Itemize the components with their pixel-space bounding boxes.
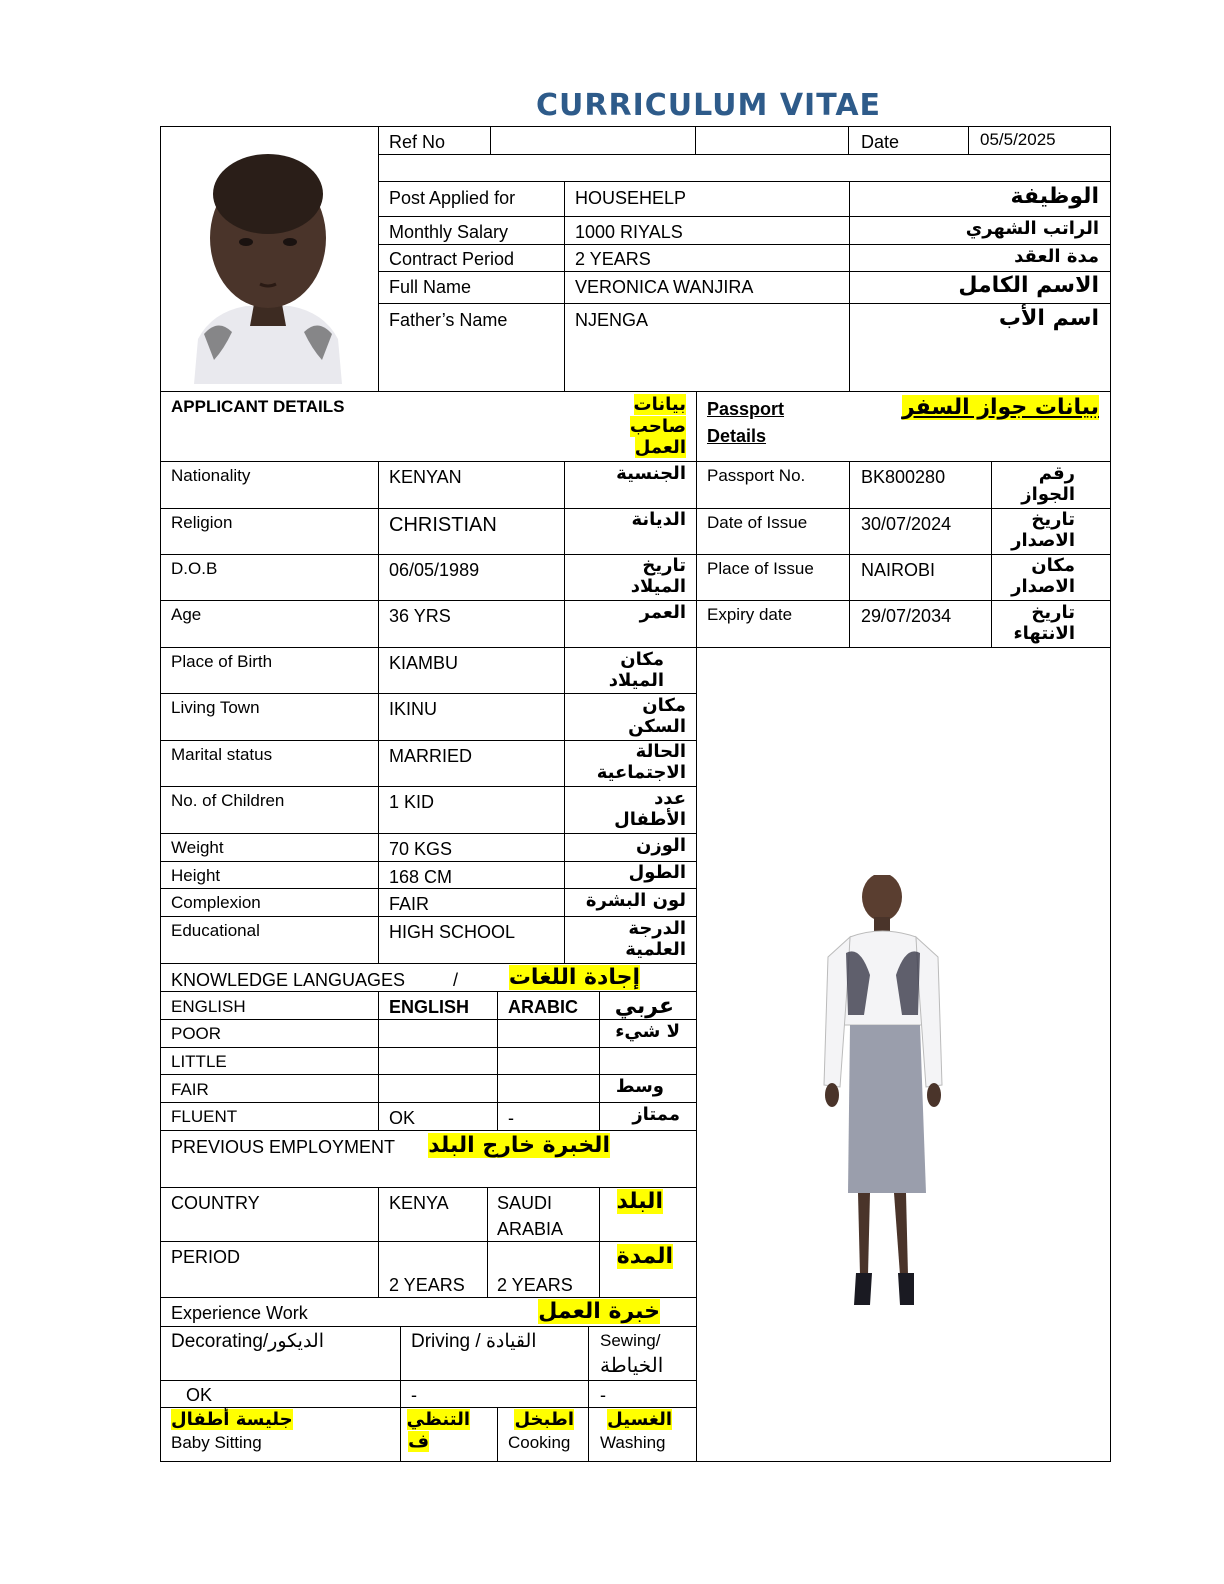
lang-row-fluent-ar: ممتاز xyxy=(632,1104,680,1125)
applicant-details-header-ar: بيانات صاحب العمل xyxy=(629,394,686,459)
salary-label: Monthly Salary xyxy=(389,222,509,242)
period-label: PERIOD xyxy=(171,1247,241,1267)
full-name-value: VERONICA WANJIRA xyxy=(575,277,754,297)
languages-header-ar: إجادة اللغات xyxy=(508,965,640,990)
decorating-label: Decorating/الديكور xyxy=(171,1331,324,1352)
country-1-value: KENYA xyxy=(389,1193,449,1213)
washing-label-ar: الغسيل xyxy=(607,1409,672,1430)
age-label-ar: العمر xyxy=(639,602,686,623)
place-of-issue-label-ar: مكان الاصدار xyxy=(1011,555,1075,597)
age-label: Age xyxy=(171,605,202,624)
educational-label: Educational xyxy=(171,921,260,940)
dob-label: D.O.B xyxy=(171,559,218,578)
full-name-label-ar: الاسم الكامل xyxy=(958,273,1099,298)
religion-value: CHRISTIAN xyxy=(389,514,497,536)
living-town-label-ar: مكان السكن xyxy=(628,695,686,737)
weight-label: Weight xyxy=(171,838,224,857)
applicant-details-header: APPLICANT DETAILS xyxy=(171,397,345,416)
dob-label-ar: تاريخ الميلاد xyxy=(630,555,686,597)
children-label-ar: عدد الأطفال xyxy=(614,788,686,830)
salary-value: 1000 RIYALS xyxy=(575,222,683,242)
contract-label: Contract Period xyxy=(389,249,515,269)
driving-value: - xyxy=(411,1385,417,1405)
driving-label: Driving / القيادة xyxy=(411,1331,537,1352)
marital-status-label: Marital status xyxy=(171,745,273,764)
ref-no-label: Ref No xyxy=(389,132,446,152)
salary-label-ar: الراتب الشهري xyxy=(965,218,1099,239)
father-name-label: Father’s Name xyxy=(389,310,508,330)
weight-value: 70 KGS xyxy=(389,839,453,859)
complexion-value: FAIR xyxy=(389,894,430,914)
sewing-value: - xyxy=(600,1385,606,1405)
country-2-value-line2: ARABIA xyxy=(497,1219,564,1239)
cleaning-label-ar-2: ف xyxy=(408,1431,429,1452)
marital-status-label-ar: الحالة الاجتماعية xyxy=(596,741,686,783)
lang-row-fair-label: FAIR xyxy=(171,1080,209,1099)
living-town-label: Living Town xyxy=(171,698,260,717)
lang-row-poor-label: POOR xyxy=(171,1024,222,1043)
lang-fluent-arabic-value: - xyxy=(508,1108,514,1128)
full-name-label: Full Name xyxy=(389,277,472,297)
weight-label-ar: الوزن xyxy=(636,835,686,856)
complexion-label-ar: لون البشرة xyxy=(585,890,686,911)
religion-label-ar: الديانة xyxy=(631,509,686,530)
period-1-value: 2 YEARS xyxy=(389,1275,465,1295)
lang-col-arabic-header: ARABIC xyxy=(508,997,578,1017)
lang-row-poor-ar: لا شيء xyxy=(615,1021,680,1042)
date-of-issue-label: Date of Issue xyxy=(707,513,808,532)
height-value: 168 CM xyxy=(389,867,453,887)
lang-row-little-label: LITTLE xyxy=(171,1052,227,1071)
height-label: Height xyxy=(171,866,221,885)
place-of-birth-label: Place of Birth xyxy=(171,652,273,671)
educational-label-ar: الدرجة العلمية xyxy=(625,918,686,960)
passport-no-label-ar: رقم الجواز xyxy=(1021,463,1075,505)
living-town-value: IKINU xyxy=(389,699,438,719)
expiry-date-value: 29/07/2034 xyxy=(861,606,952,626)
lang-row-english-label: ENGLISH xyxy=(171,997,246,1016)
lang-row-fluent-label: FLUENT xyxy=(171,1107,238,1126)
page-title: CURRICULUM VITAE xyxy=(536,88,882,123)
passport-no-value: BK800280 xyxy=(861,467,946,487)
sewing-label-line2: الخياطة xyxy=(600,1355,664,1377)
height-label-ar: الطول xyxy=(628,862,686,883)
applicant-full-body-photo xyxy=(820,875,950,1315)
place-of-birth-label-ar: مكان الميلاد xyxy=(608,649,664,691)
lang-row-fair-ar: وسط xyxy=(615,1076,664,1097)
place-of-issue-value: NAIROBI xyxy=(861,560,936,580)
date-label: Date xyxy=(861,132,900,152)
place-of-issue-label: Place of Issue xyxy=(707,559,814,578)
passport-no-label: Passport No. xyxy=(707,466,806,485)
baby-sitting-label: Baby Sitting xyxy=(171,1433,262,1452)
date-of-issue-value: 30/07/2024 xyxy=(861,514,952,534)
contract-value: 2 YEARS xyxy=(575,249,651,269)
expiry-date-label-ar: تاريخ الانتهاء xyxy=(1013,602,1075,644)
expiry-date-label: Expiry date xyxy=(707,605,793,624)
previous-employment-header-ar: الخبرة خارج البلد xyxy=(428,1133,610,1158)
lang-col-ar-header: عربي xyxy=(614,994,674,1019)
religion-label: Religion xyxy=(171,513,233,532)
baby-sitting-label-ar: جليسة أطفال xyxy=(171,1409,293,1430)
post-label: Post Applied for xyxy=(389,188,516,208)
period-2-value: 2 YEARS xyxy=(497,1275,573,1295)
age-value: 36 YRS xyxy=(389,606,451,626)
experience-work-header-ar: خبرة العمل xyxy=(538,1299,660,1324)
cooking-label: Cooking xyxy=(508,1433,571,1452)
complexion-label: Complexion xyxy=(171,893,261,912)
nationality-label-ar: الجنسية xyxy=(616,463,686,484)
father-name-label-ar: اسم الأب xyxy=(998,306,1099,331)
post-value: HOUSEHELP xyxy=(575,188,687,208)
educational-value: HIGH SCHOOL xyxy=(389,922,516,942)
nationality-value: KENYAN xyxy=(389,467,462,487)
passport-details-header: Passport Details xyxy=(707,399,785,446)
children-value: 1 KID xyxy=(389,792,435,812)
languages-header-slash: / xyxy=(453,970,459,990)
dob-value: 06/05/1989 xyxy=(389,560,480,580)
applicant-headshot-photo xyxy=(184,134,352,384)
passport-details-header-ar: بيانات جواز السفر xyxy=(901,395,1099,420)
country-label-ar: البلد xyxy=(616,1189,663,1214)
languages-header: KNOWLEDGE LANGUAGES xyxy=(171,970,406,990)
country-label: COUNTRY xyxy=(171,1193,260,1213)
cooking-label-ar: اطبخل xyxy=(514,1409,574,1430)
contract-label-ar: مدة العقد xyxy=(1014,246,1099,267)
lang-col-english-header: ENGLISH xyxy=(389,997,470,1017)
sewing-label-line1: Sewing/ xyxy=(600,1331,661,1350)
date-value: 05/5/2025 xyxy=(980,130,1056,149)
washing-label: Washing xyxy=(600,1433,666,1452)
date-of-issue-label-ar: تاريخ الاصدار xyxy=(1011,509,1075,551)
previous-employment-header: PREVIOUS EMPLOYMENT xyxy=(171,1137,396,1157)
cleaning-label-ar-1: التنظي xyxy=(406,1409,470,1430)
place-of-birth-value: KIAMBU xyxy=(389,653,459,673)
country-2-value-line1: SAUDI xyxy=(497,1193,553,1213)
period-label-ar: المدة xyxy=(616,1244,673,1269)
experience-work-header: Experience Work xyxy=(171,1303,308,1323)
post-label-ar: الوظيفة xyxy=(1010,184,1099,209)
father-name-value: NJENGA xyxy=(575,310,649,330)
nationality-label: Nationality xyxy=(171,466,251,485)
children-label: No. of Children xyxy=(171,791,285,810)
lang-fluent-english-value: OK xyxy=(389,1108,416,1128)
marital-status-value: MARRIED xyxy=(389,746,473,766)
decorating-value: OK xyxy=(186,1385,213,1405)
